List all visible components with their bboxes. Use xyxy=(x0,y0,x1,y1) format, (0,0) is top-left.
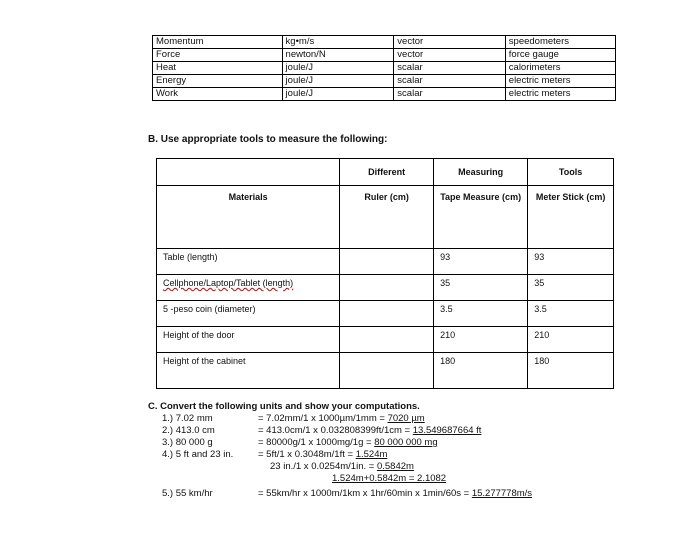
table-cell xyxy=(340,353,434,389)
computation-answer: 0.5842m xyxy=(376,461,414,472)
table-cell: 35 xyxy=(528,275,614,301)
problem-label: 2.) 413.0 cm xyxy=(162,425,215,436)
table-cell: 210 xyxy=(434,327,528,353)
table-row xyxy=(157,327,614,353)
table-cell: 5 -peso coin (diameter) xyxy=(157,301,340,327)
table-header: Measuring xyxy=(434,159,528,186)
table-row xyxy=(157,301,614,327)
table-row xyxy=(153,88,616,101)
table-cell: Height of the cabinet xyxy=(157,353,340,389)
computation-line xyxy=(332,473,446,484)
computation-answer: 13.549687664 ft xyxy=(412,425,482,436)
table-cell: kg•m/s xyxy=(282,36,394,49)
table-cell xyxy=(340,249,434,275)
computation-answer: 1.524m xyxy=(355,449,388,460)
table-cell: 35 xyxy=(434,275,528,301)
computation-answer: 7020 µm xyxy=(387,413,425,424)
computation-line xyxy=(258,437,438,448)
table-row xyxy=(153,36,616,49)
computation-line xyxy=(270,461,414,472)
table-cell: Height of the door xyxy=(157,327,340,353)
section-c-heading: C. Convert the following units and show your computations. xyxy=(148,401,420,412)
computation-work: = 55km/hr x 1000m/1km x 1hr/60min x 1min/60s = xyxy=(258,488,472,499)
table-cell: speedometers xyxy=(505,36,615,49)
table-cell: 3.5 xyxy=(528,301,614,327)
computation-work: = 413.0cm/1 x 0.032808399ft/1cm = xyxy=(258,425,413,436)
computation-work: 23 in./1 x 0.0254m/1in. = xyxy=(270,461,377,472)
problem-label: 5.) 55 km/hr xyxy=(162,488,213,499)
table-row xyxy=(157,249,614,275)
table-cell: joule/J xyxy=(282,75,394,88)
table-cell xyxy=(157,159,340,186)
computation-work: = 5ft/1 x 0.3048m/1ft = xyxy=(258,449,356,460)
table-cell: force gauge xyxy=(505,49,615,62)
table-cell: 3.5 xyxy=(434,301,528,327)
cell-text: Cellphone/Laptop/Tablet (length) xyxy=(163,278,294,288)
table-header: Different xyxy=(340,159,434,186)
computation-answer: 80 000 000 mg xyxy=(374,437,438,448)
computation-line xyxy=(258,449,387,460)
table-cell: 180 xyxy=(434,353,528,389)
quantities-table xyxy=(152,35,616,101)
table-cell: 93 xyxy=(434,249,528,275)
section-b-heading: B. Use appropriate tools to measure the following: xyxy=(148,134,388,145)
table-cell: electric meters xyxy=(505,75,615,88)
table-header: Materials xyxy=(157,186,340,249)
table-cell: Momentum xyxy=(153,36,283,49)
table-header: Ruler (cm) xyxy=(340,186,434,249)
table-header-row xyxy=(157,186,614,249)
table-row xyxy=(153,75,616,88)
table-cell: electric meters xyxy=(505,88,615,101)
computation-work: = 7.02mm/1 x 1000µm/1mm = xyxy=(258,413,388,424)
table-cell: Energy xyxy=(153,75,283,88)
computation-work: = 80000g/1 x 1000mg/1g = xyxy=(258,437,375,448)
table-cell xyxy=(340,301,434,327)
table-cell xyxy=(340,275,434,301)
table-cell: scalar xyxy=(394,62,505,75)
table-cell: joule/J xyxy=(282,88,394,101)
table-row xyxy=(157,275,614,301)
table-header: Tape Measure (cm) xyxy=(434,186,528,249)
table-header: Meter Stick (cm) xyxy=(528,186,614,249)
table-cell: scalar xyxy=(394,75,505,88)
computation-line xyxy=(258,413,425,424)
computation-answer: 1.524m+0.5842m = 2.1082 xyxy=(332,473,447,484)
table-row xyxy=(153,49,616,62)
table-cell: vector xyxy=(394,49,505,62)
computation-line xyxy=(258,425,481,436)
computation-line xyxy=(258,488,532,499)
table-cell: 93 xyxy=(528,249,614,275)
table-cell: 180 xyxy=(528,353,614,389)
table-header: Tools xyxy=(528,159,614,186)
problem-label: 4.) 5 ft and 23 in. xyxy=(162,449,234,460)
table-cell xyxy=(340,327,434,353)
table-cell: 210 xyxy=(528,327,614,353)
table-header-row xyxy=(157,159,614,186)
table-cell: joule/J xyxy=(282,62,394,75)
table-cell xyxy=(157,275,340,301)
problem-label: 1.) 7.02 mm xyxy=(162,413,213,424)
table-cell: calorimeters xyxy=(505,62,615,75)
table-cell: vector xyxy=(394,36,505,49)
problem-label: 3.) 80 000 g xyxy=(162,437,213,448)
table-row xyxy=(153,62,616,75)
table-cell: Table (length) xyxy=(157,249,340,275)
table-cell: Heat xyxy=(153,62,283,75)
table-row xyxy=(157,353,614,389)
table-cell: Work xyxy=(153,88,283,101)
table-cell: scalar xyxy=(394,88,505,101)
measurement-table xyxy=(156,158,614,389)
table-cell: newton/N xyxy=(282,49,394,62)
computation-answer: 15.277778m/s xyxy=(471,488,533,499)
table-cell: Force xyxy=(153,49,283,62)
